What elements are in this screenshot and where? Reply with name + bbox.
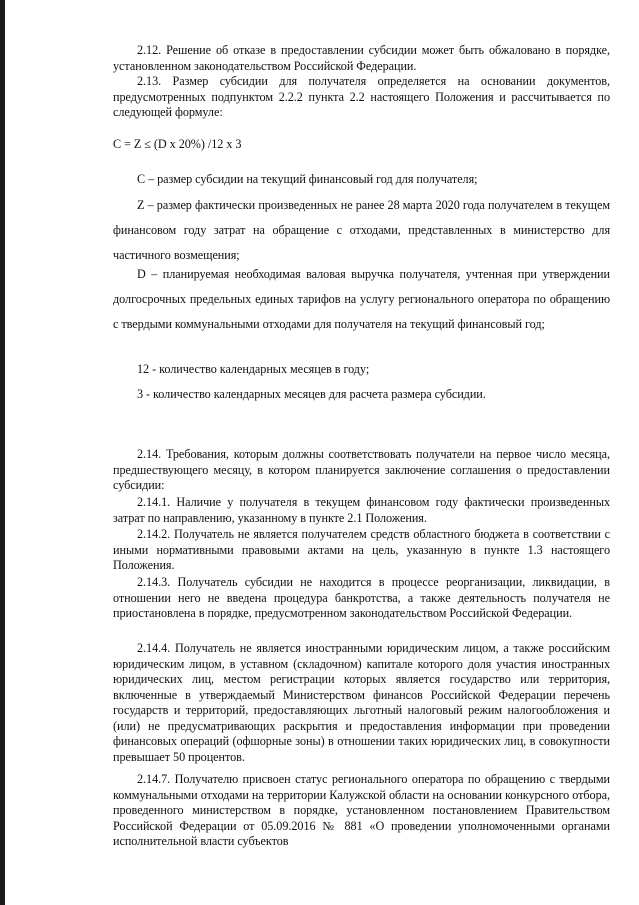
definition-d: D – планируемая необходимая валовая выручка получателя, учтенная при утверждении долгосрочных предельных единых тарифов на услугу регионального оператора по обращению с твердыми коммунальными отходами для получателя на текущий финансовый год; — [113, 267, 610, 331]
paragraph-2-12: 2.12. Решение об отказе в предоставлении субсидии может быть обжаловано в порядке, установленном законодательством Российской Федерации. — [113, 43, 610, 73]
subsidy-formula: C = Z ≤ (D x 20%) /12 x 3 — [113, 137, 242, 151]
definition-c: C – размер субсидии на текущий финансовый год для получателя; — [137, 172, 478, 186]
paragraph-2-14-7: 2.14.7. Получателю присвоен статус регионального оператора по обращению с твердыми коммунальными отходами на территории Калужской области на основании конкурсного отбора, проведенного министерством в порядке, установленном постановлением Правительством Российской Федерации от 05.09.2016 № 881 «О проведении уполномоченными органами исполнительной власти субъектов — [113, 772, 610, 848]
paragraph-2-14-1: 2.14.1. Наличие у получателя в текущем финансовом году фактически произведенных затрат по направлению, указанному в пункте 2.1 Положения. — [113, 495, 610, 525]
paragraph-2-14-3: 2.14.3. Получатель субсидии не находится в процессе реорганизации, ликвидации, в отношении него не введена процедура банкротства, а также деятельность получателя не приостановлена в порядке, предусмотренном законодательством Российской Федерации. — [113, 575, 610, 620]
definition-z: Z – размер фактически произведенных не ранее 28 марта 2020 года получателем в текущем финансовом году затрат на обращение с отходами, представленных в министерство для частичного возмещения; — [113, 198, 610, 262]
definition-3: 3 - количество календарных месяцев для расчета размера субсидии. — [137, 387, 486, 401]
paragraph-2-14-2: 2.14.2. Получатель не является получателем средств областного бюджета в соответствии с иными нормативными правовыми актами на цель, указанную в пункте 1.3 настоящего Положения. — [113, 527, 610, 572]
paragraph-2-13: 2.13. Размер субсидии для получателя определяется на основании документов, предусмотренных подпунктом 2.2.2 пункта 2.2 настоящего Положения и рассчитывается по следующей формуле: — [113, 74, 610, 119]
paragraph-2-14: 2.14. Требования, которым должны соответствовать получатели на первое число месяца, предшествующего месяцу, в котором планируется заключение соглашения о предоставлении субсидии: — [113, 447, 610, 492]
definition-12: 12 - количество календарных месяцев в году; — [137, 362, 370, 376]
paragraph-2-14-4: 2.14.4. Получатель не является иностранными юридическим лицом, а также российским юридическим лицом, в уставном (складочном) капитале которого доля участия иностранных юридических лиц, местом регистрации которых является государство или территория, включенные в утверждаемый Министерством финансов Российской Федерации перечень государств и территорий, предоставляющих льготный налоговый режим налогообложения и (или) не предусматривающих раскрытия и предоставления информации при проведении финансовых операций (офшорные зоны) в отношении таких юридических лиц, в совокупности превышает 50 процентов. — [113, 641, 610, 764]
